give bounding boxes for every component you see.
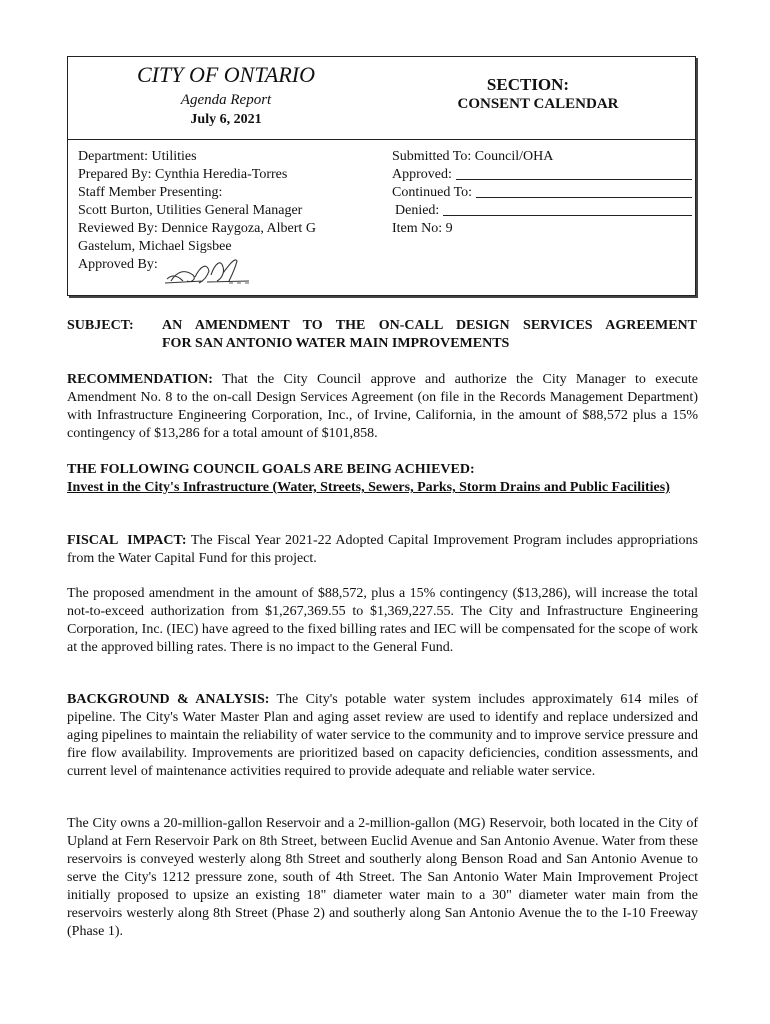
header-divider bbox=[68, 139, 695, 140]
presenter-label: Staff Member Presenting: bbox=[78, 185, 223, 200]
subject-line1: AN AMENDMENT TO THE ON-CALL DESIGN SERVICES AGREEMENT bbox=[162, 318, 697, 333]
department: Department: Utilities bbox=[78, 149, 197, 164]
background-paragraph-2: The City owns a 20-million-gallon Reservoir and a 2-million-gallon (MG) Reservoir, both located in the City of Upland at Fern Reservoir Park on 8th Street, between Euclid Avenue and San Antonio Avenue. Water from these reservoirs is conveyed westerly along 8th Street and southerly along Benson Road and San Antonio Avenue to serve the City's 1212 pressure zone, south of 4th Street. The San Antonio Water Main Improvement Project initially proposed to upsize an existing 18" diameter water main to a 30" diameter water main from the reservoirs westerly along 8th Street (Phase 2) and southerly along San Antonio Avenue the to the I-10 Freeway (Phase 1). bbox=[67, 816, 698, 939]
goals-heading: THE FOLLOWING COUNCIL GOALS ARE BEING ACHIEVED: bbox=[67, 462, 475, 477]
fiscal-impact-paragraph bbox=[67, 532, 698, 568]
fiscal-impact-text: The Fiscal Year 2021-22 Adopted Capital Improvement Program includes appropriations from the Water Capital Fund for this project. bbox=[67, 533, 699, 566]
background-text: The City's potable water system includes approximately 614 miles of pipeline. The City's Water Master Plan and aging asset review are used to identify and replace undersized and aging pipelines to maintain the reliability of water service to the community and to improve service pressure and fire flow availability. Improvements are prioritized based on capacity deficiencies, condition assessments, and current level of maintenance activities required to provide adequate and reliable water service. bbox=[67, 692, 698, 779]
fiscal-impact-paragraph-2: The proposed amendment in the amount of $88,572, plus a 15% contingency ($13,286), will increase the total not-to-exceed authorization from $1,267,369.55 to $1,369,227.55. The City and Infrastructure Engineering Corporation, Inc. (IEC) have agreed to the fixed billing rates and IEC will be compensated for the scope of work at the approved billing rates. There is no impact to the General Fund. bbox=[67, 586, 698, 655]
approved-by: Approved By: bbox=[78, 257, 158, 272]
prepared-by: Prepared By: Cynthia Heredia-Torres bbox=[78, 167, 288, 182]
signature-image bbox=[163, 251, 253, 287]
recommendation-paragraph bbox=[67, 371, 698, 443]
subject-label: SUBJECT: bbox=[67, 318, 134, 333]
goal-item: Invest in the City's Infrastructure (Water, Streets, Sewers, Parks, Storm Drains and Public Facilities) bbox=[67, 480, 670, 495]
presenter: Scott Burton, Utilities General Manager bbox=[78, 203, 303, 218]
background-label: BACKGROUND & ANALYSIS: bbox=[67, 692, 270, 707]
background-paragraph bbox=[67, 691, 698, 781]
approved-line: Approved: bbox=[392, 166, 692, 184]
city-name: CITY OF ONTARIO bbox=[136, 62, 316, 87]
recommendation-label: RECOMMENDATION: bbox=[67, 372, 213, 387]
fiscal-impact-label: FISCAL IMPACT: bbox=[67, 533, 187, 548]
header-box bbox=[67, 56, 696, 296]
goals-section bbox=[67, 461, 698, 497]
continued-to-line: Continued To: bbox=[392, 184, 692, 202]
report-type: Agenda Report bbox=[180, 92, 272, 108]
reviewed-by-line2: Gastelum, Michael Sigsbee bbox=[78, 239, 232, 254]
report-date: July 6, 2021 bbox=[190, 112, 262, 127]
reviewed-by-line1: Reviewed By: Dennice Raygoza, Albert G bbox=[78, 221, 316, 236]
section-label: SECTION: bbox=[486, 75, 570, 94]
recommendation-text: That the City Council approve and authorize the City Manager to execute Amendment No. 8 to the on-call Design Services Agreement (on file in the Records Management Department) with Infrastructure Engineering Corporation, Inc., of Irvine, California, in the amount of $88,572 plus a 15% contingency of $13,286 for a total amount of $101,858. bbox=[67, 372, 699, 441]
submitted-to: Submitted To: Council/OHA bbox=[392, 149, 554, 164]
item-number: Item No: 9 bbox=[392, 221, 453, 236]
denied-line: Denied: bbox=[392, 202, 692, 220]
subject-line2: FOR SAN ANTONIO WATER MAIN IMPROVEMENTS bbox=[162, 336, 510, 351]
section-value: CONSENT CALENDAR bbox=[457, 96, 619, 112]
council-info bbox=[392, 148, 692, 238]
